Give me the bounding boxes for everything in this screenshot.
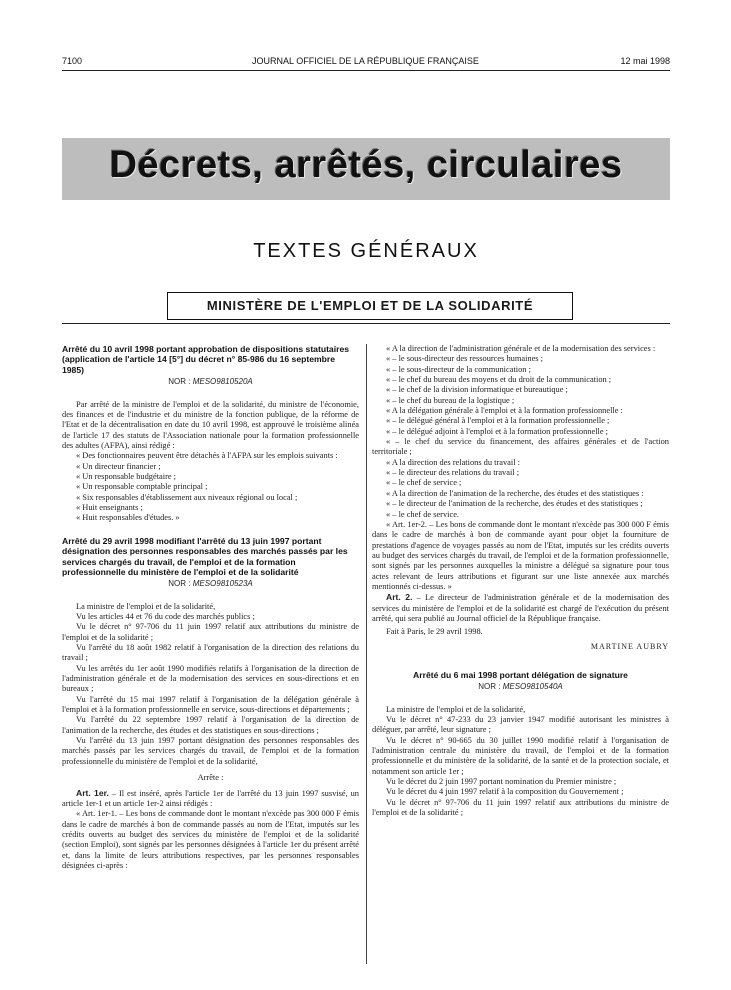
- list-item: « A la direction de l'animation de la recherche, des études et des statistiques :: [386, 488, 644, 498]
- list-item: « Un directeur financier ;: [76, 461, 161, 471]
- decree-3-nor: [372, 682, 669, 692]
- decree-1-title: Arrêté du 10 avril 1998 portant approbation de dispositions statutaires (application de l'article 14 [5°] du décret n° 85-986 du 16 septembre 1985): [62, 344, 350, 375]
- ministry-box: [167, 292, 573, 320]
- nor-code: MESO9810523A: [192, 579, 253, 589]
- page-number: 7100: [62, 56, 83, 66]
- article-2-label: Art. 2.: [386, 592, 413, 603]
- ministry-rule: [62, 323, 670, 324]
- visa: Vu l'arrêté du 18 août 1982 relatif à l'organisation de la direction des relations du travail ;: [62, 643, 359, 663]
- visa: Vu l'arrêté du 22 septembre 1997 relatif à l'organisation de la direction de l'animation de la recherche, des études et des statistiques en sous-directions ;: [62, 715, 359, 735]
- list-item: « Huit enseignants ;: [76, 503, 143, 512]
- list-item: « – le chef du bureau de la logistique ;: [386, 395, 515, 405]
- list-item: « – le délégué adjoint à l'emploi et à la formation professionnelle ;: [386, 426, 608, 436]
- journal-title: JOURNAL OFFICIEL DE LA RÉPUBLIQUE FRANÇAISE: [252, 56, 479, 66]
- left-column: [62, 344, 359, 871]
- visa: Vu l'arrêté du 15 mai 1997 relatif à l'organisation de la délégation générale à l'emploi et à la formation professionnelle en service, sous-directions et départements ;: [62, 694, 359, 715]
- article-2: [372, 592, 669, 624]
- list-item: « Six responsables d'établissement aux niveaux régional ou local ;: [76, 492, 298, 502]
- issue-date: 12 mai 1998: [620, 56, 670, 66]
- section-banner: [62, 138, 670, 200]
- article-2-text: – Le directeur de l'administration générale et de la modernisation des services du ministère de l'emploi et de la solidarité est chargé de l'exécution du présent arrêté, qui sera publié au Journal officiel de la République française.: [372, 593, 669, 623]
- decree-1-body: Par arrêté de la ministre de l'emploi et de la solidarité, du ministre de l'économie, des finances et de l'industrie et du ministre de la fonction publique, de la réforme de l'Etat et de la décentralisation en date du 10 avril 1998, est approuvé le troisième alinéa de l'article 17 des statuts de l'Association nationale pour la formation professionnelle des adultes (AFPA), ainsi rédigé :: [62, 399, 359, 450]
- right-column: [372, 344, 669, 819]
- list-item: « A la délégation générale à l'emploi et à la formation professionnelle :: [386, 406, 623, 416]
- article-1: [62, 788, 359, 810]
- decree-2-title: Arrêté du 29 avril 1998 modifiant l'arrêté du 13 juin 1997 portant désignation des personnes responsables des marchés passés par les services chargés du travail, de l'emploi et de la formation professionnelle du ministère de l'emploi et de la solidarité: [62, 535, 348, 577]
- list-item: « Un responsable comptable principal ;: [76, 482, 208, 492]
- decree-1-nor: [62, 377, 359, 387]
- visa: Vu le décret n° 97-706 du 11 juin 1997 relatif aux attributions du ministre de l'emploi et de la solidarité ;: [372, 797, 669, 818]
- nor-code: MESO9810520A: [192, 377, 253, 387]
- article-1-1: « Art. 1er-1. – Les bons de commande dont le montant n'excède pas 300 000 F émis dans le cadre de marchés à bon de commande passés au nom de l'Etat, imputés sur les crédits ouverts au budget des services du ministère de l'emploi et de la solidarité (section Emploi), sont signés par les personnes désignées à l'article 1er du présent arrêté et, dans la limite de leurs attributions respectives, par les personnes responsables désignées ci-après :: [62, 809, 359, 870]
- list-item: « A la direction des relations du travail :: [386, 457, 520, 467]
- visa: Vu le décret du 4 juin 1997 relatif à la composition du Gouvernement ;: [386, 787, 624, 797]
- visa: Vu le décret n° 97-706 du 11 juin 1997 relatif aux attributions du ministre de l'emploi et de la solidarité ;: [62, 622, 359, 642]
- nor-code: MESO9810540A: [502, 682, 563, 692]
- list-item: « – le chef de la division informatique et bureautique ;: [386, 385, 568, 395]
- list-item: « – le chef de service.: [386, 509, 460, 519]
- visa: Vu le décret n° 90-665 du 30 juillet 1990 modifié relatif à l'organisation de l'administration centrale du ministère du travail, de l'emploi et de la formation professionnelle et du ministère de la solidarité, de la santé et de la protection sociale, et notamment son article 1er ;: [372, 735, 669, 776]
- header-rule: [62, 70, 670, 71]
- signature: MARTINE AUBRY: [590, 641, 669, 651]
- visa: Vu l'arrêté du 13 juin 1997 portant désignation des personnes responsables des marchés passés par les services chargés du travail, de l'emploi et de la formation professionnelle du ministère de l'emploi et de la solidarité,: [62, 736, 359, 766]
- list-item: « – le chef du service du financement, des affaires générales et de l'action territoriale ;: [372, 437, 669, 457]
- list-item: « – le chef du bureau des moyens et du droit de la communication ;: [386, 375, 612, 385]
- article-1-2: « Art. 1er-2. – Les bons de commande dont le montant n'excède pas 300 000 F émis dans le cadre de marchés à bon de commande ayant pour objet la fourniture de prestations d'agence de voyages passés au nom de l'Etat, imputés sur les crédits ouverts au budget des services chargés du travail, de l'emploi et de la formation professionnelle, sont signés par les personnes auxquelles la ministre a délégué sa signature pour tous actes relevant de leurs attributions et figurant sur une liste annexée aux marchés mentionnés ci-dessus. »: [372, 519, 669, 591]
- list-item: « – le chef de service ;: [386, 478, 462, 488]
- banner-title: Décrets, arrêtés, circulaires: [109, 144, 623, 186]
- done-at: Fait à Paris, le 29 avril 1998.: [386, 627, 483, 637]
- list-item: « Un responsable budgétaire ;: [76, 471, 177, 481]
- visa: La ministre de l'emploi et de la solidarité,: [386, 704, 526, 714]
- list-item: « – le sous-directeur de la communication ;: [386, 364, 531, 374]
- list-item: « – le délégué général à l'emploi et à la formation professionnelle ;: [386, 416, 610, 426]
- decree-3-title: Arrêté du 6 mai 1998 portant délégation de signature: [413, 669, 628, 680]
- list-item: « – le directeur de l'animation de la recherche, des études et des statistiques ;: [386, 499, 643, 509]
- article-1-label: Art. 1er.: [76, 787, 109, 798]
- decree-2-nor: [62, 579, 359, 589]
- arrete-heading: Arrête :: [197, 773, 224, 783]
- nor-label: NOR :: [168, 377, 193, 387]
- list-item: « Huit responsables d'études. »: [76, 513, 180, 523]
- section-title: TEXTES GÉNÉRAUX: [253, 240, 479, 262]
- nor-label: NOR :: [168, 579, 193, 589]
- ministry-label: MINISTÈRE DE L'EMPLOI ET DE LA SOLIDARITÉ: [206, 298, 534, 313]
- decree-1-quote: « Des fonctionnaires peuvent être détachés à l'AFPA sur les emplois suivants :: [76, 451, 338, 461]
- visa: Vu le décret du 2 juin 1997 portant nomination du Premier ministre ;: [386, 777, 617, 787]
- article-1-text: – Il est inséré, après l'article 1er de l'arrêté du 13 juin 1997 susvisé, un article 1er-1 et un article 1er-2 ainsi rédigés :: [62, 788, 359, 808]
- list-item: « – le sous-directeur des ressources humaines ;: [386, 354, 543, 364]
- visa: Vu le décret n° 47-233 du 23 janvier 1947 modifié autorisant les ministres à déléguer, par arrêté, leur signature ;: [372, 715, 669, 735]
- visa: Vu les arrêtés du 1er août 1990 modifiés relatifs à l'organisation de la direction de l'administration générale et de la modernisation des services en sous-directions et en bureaux ;: [62, 663, 359, 694]
- column-divider: [366, 344, 367, 964]
- list-item: « A la direction de l'administration générale et de la modernisation des services :: [386, 344, 656, 353]
- list-item: « – le directeur des relations du travail ;: [386, 468, 520, 478]
- visa: Vu les articles 44 et 76 du code des marchés publics ;: [76, 612, 255, 621]
- visa: La ministre de l'emploi et de la solidarité,: [76, 601, 216, 611]
- nor-label: NOR :: [478, 682, 503, 692]
